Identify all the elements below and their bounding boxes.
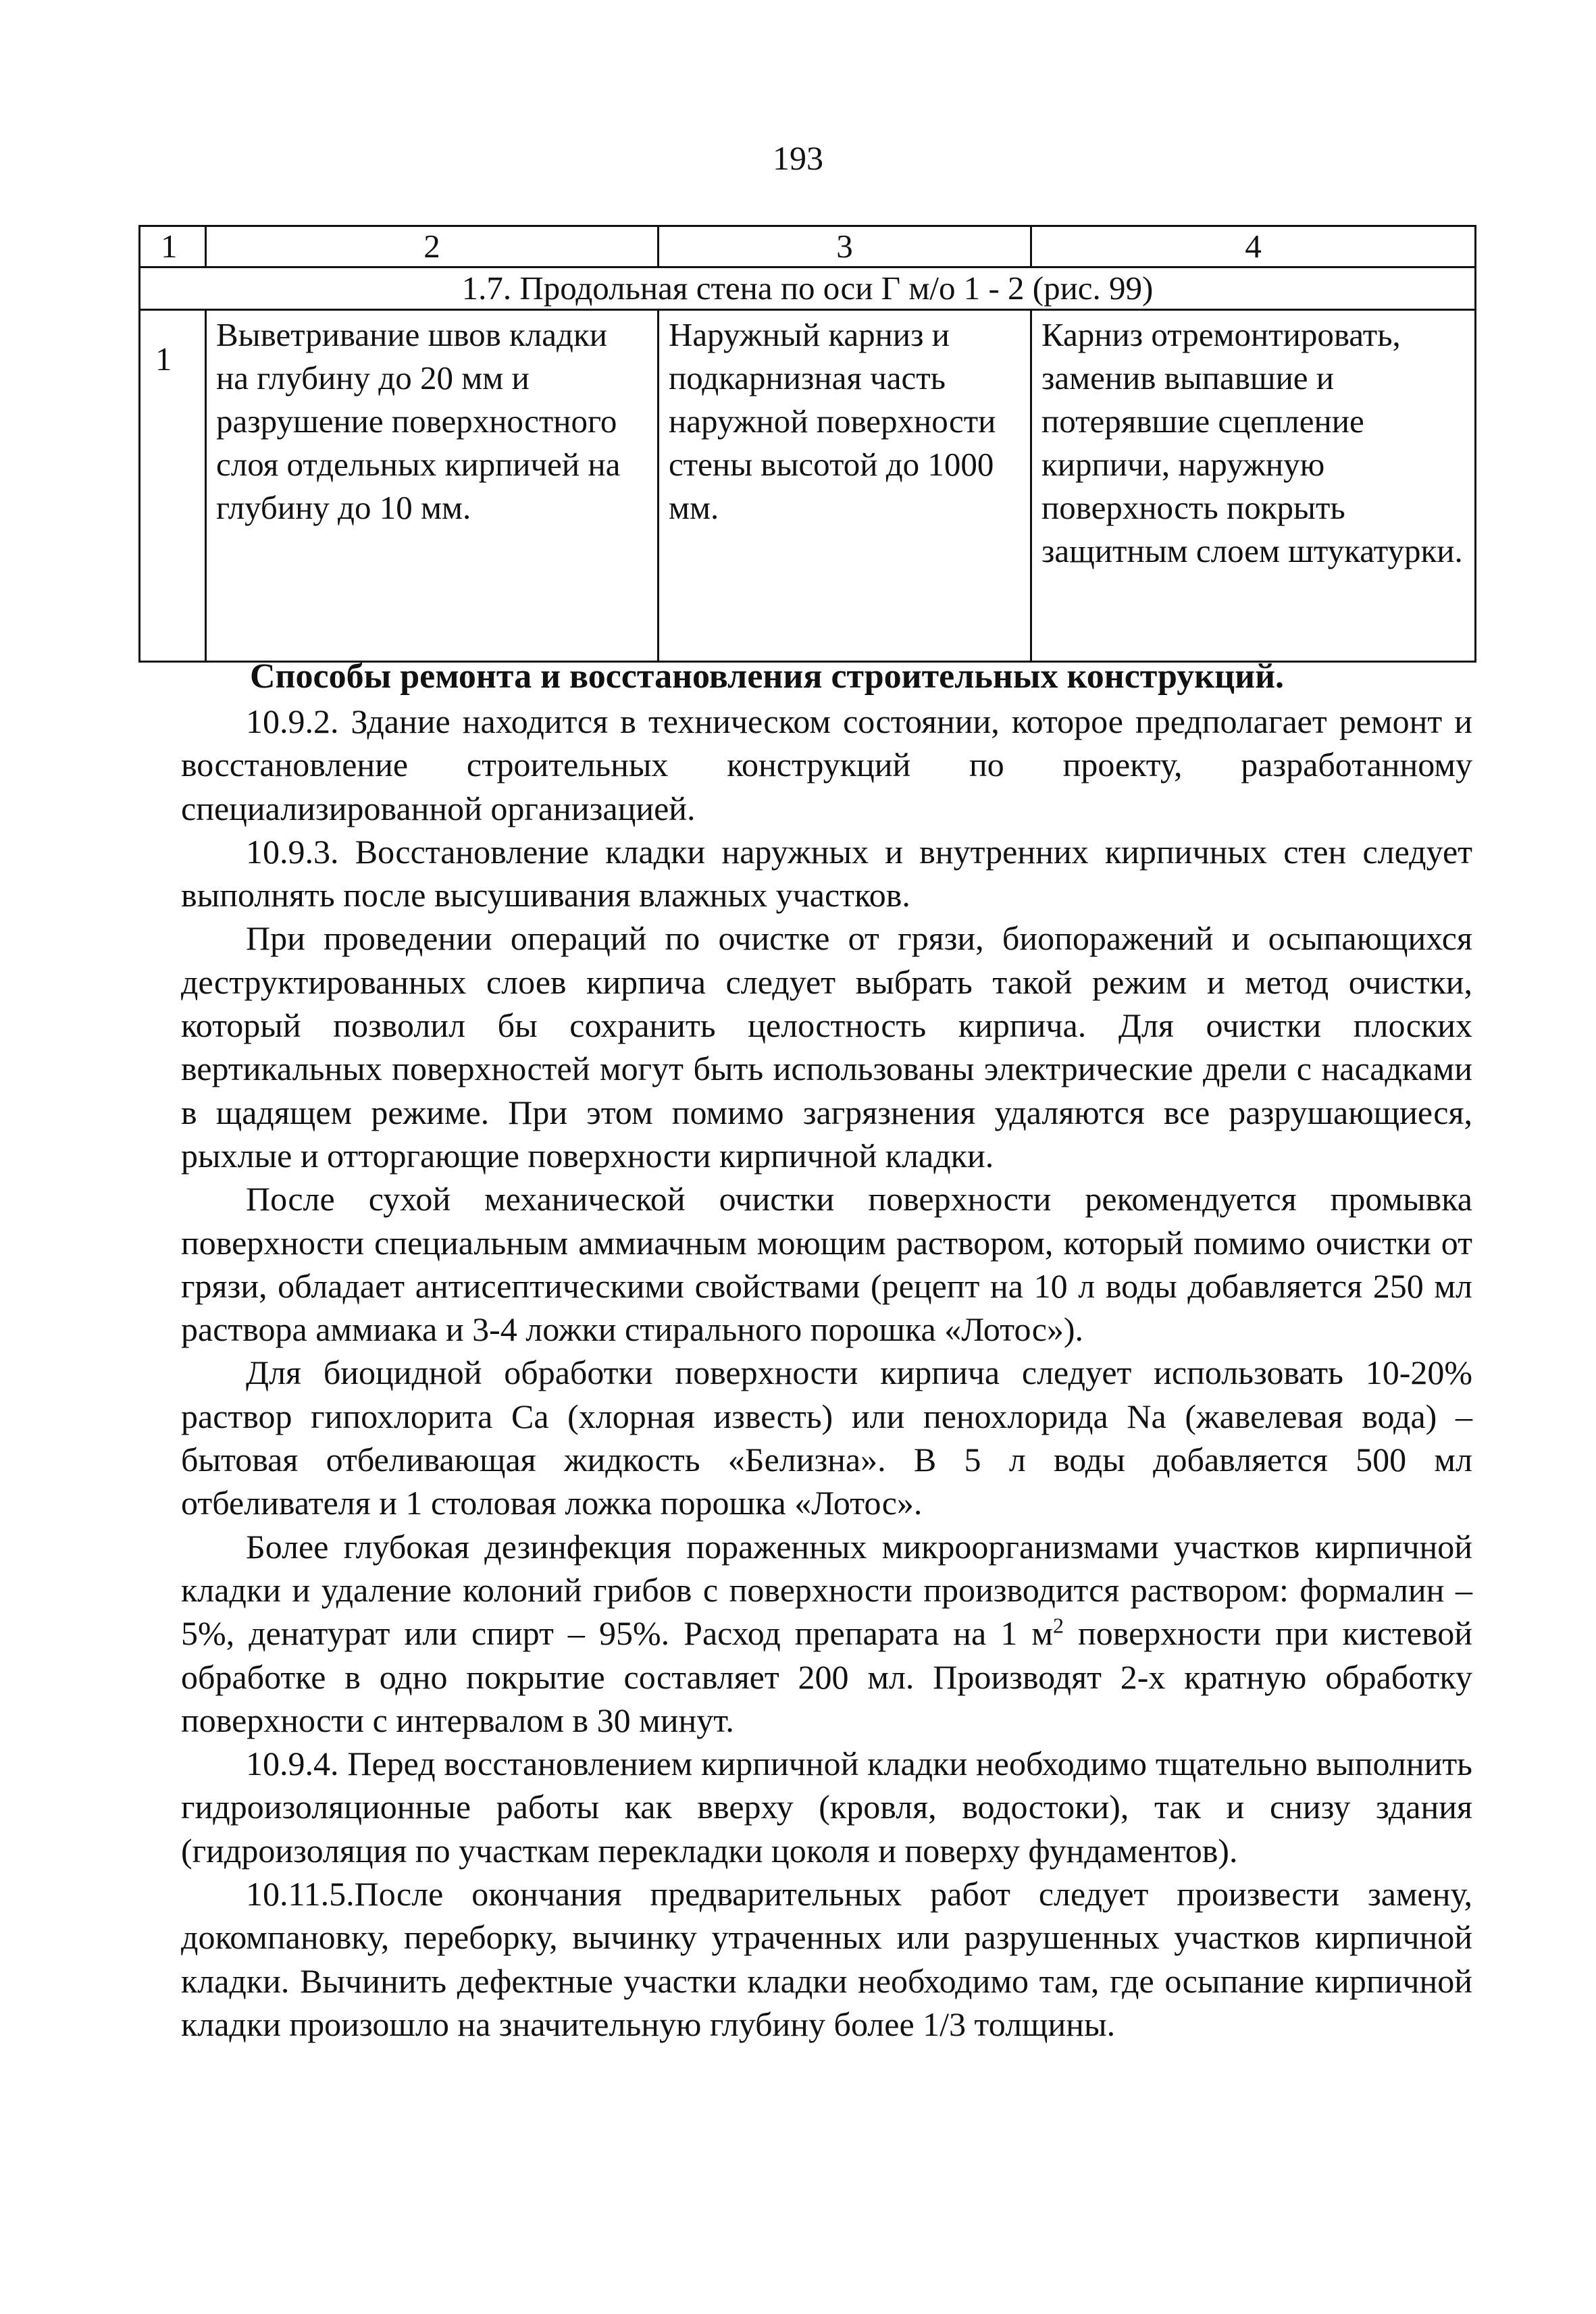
paragraph: После сухой механической очистки поверхности рекомендуется промывка поверхности специальным аммиачным моющим раствором, который помимо очистки от грязи, обладает антисептическими свойствами (рецепт на 10 л воды добавляется 250 мл раствора аммиака и 3-4 ложки стирального порошка «Лотос»).: [181, 1180, 1472, 1349]
table-header-cell: 1: [140, 226, 206, 267]
defect-table: [138, 225, 1476, 663]
table-row: [140, 310, 1476, 662]
section-heading: Способы ремонта и восстановления строительных конструкций.: [250, 657, 1285, 696]
superscript: 2: [1052, 1613, 1064, 1638]
paragraph: 10.9.4. Перед восстановлением кирпичной кладки необходимо тщательно выполнить гидроизоляционные работы как вверху (кровля, водостоки), так и снизу здания (гидроизоляция по участкам перекладки цоколя и поверху фундаментов).: [181, 1745, 1472, 1870]
table-section-row: [140, 267, 1476, 310]
table-header-cell: 4: [1031, 226, 1476, 267]
paragraph: 10.9.2. Здание находится в техническом состоянии, которое предполагает ремонт и восстановление строительных конструкций по проекту, разработанному специализированной организацией.: [181, 702, 1472, 827]
paragraph: Для биоцидной обработки поверхности кирпича следует использовать 10-20% раствор гипохлорита Са (хлорная известь) или пенохлорида Na (жавелевая вода) – бытовая отбеливающая жидкость «Белизна». В 5 л воды добавляется 500 мл отбеливателя и 1 столовая ложка порошка «Лотос».: [181, 1354, 1472, 1522]
paragraph-text: поверхности при кистевой обработке в одно покрытие составляет 200 мл. Производят 2-х кратную обработку поверхности с интервалом в 30 минут.: [181, 1614, 1472, 1739]
table-header-cell: 2: [206, 226, 659, 267]
table-cell-location: Наружный карниз и подкарнизная часть наружной поверхности стены высотой до 1000 мм.: [659, 310, 1031, 662]
paragraph: 10.11.5.После окончания предварительных работ следует произвести замену, докомпановку, переборку, вычинку утраченных или разрушенных участков кирпичной кладки. Вычинить дефектные участки кладки необходимо там, где осыпание кирпичной кладки произошло на значительную глубину более 1/3 толщины.: [181, 1875, 1472, 2043]
page-number: 193: [773, 139, 823, 177]
paragraph: 10.9.3. Восстановление кладки наружных и внутренних кирпичных стен следует выполнять после высушивания влажных участков.: [181, 832, 1472, 915]
table-cell-defect: Выветривание швов кладки на глубину до 20 мм и разрушение поверхностного слоя отдельных кирпичей на глубину до 10 мм.: [206, 310, 659, 662]
body-text: [181, 700, 1472, 2046]
table-cell-measure: Карниз отремонтировать, заменив выпавшие и потерявшие сцепление кирпичи, наружную поверхность покрыть защитным слоем штукатурки.: [1031, 310, 1476, 662]
table-header-cell: 3: [659, 226, 1031, 267]
paragraph-text: Более глубокая дезинфекция пораженных микроорганизмами участков кирпичной кладки и удаление колоний грибов с поверхности производится раствором: формалин – 5%, денатурат или спирт – 95%. Расход препарата на 1 м: [181, 1527, 1472, 1653]
table-section-title: 1.7. Продольная стена по оси Г м/о 1 - 2 (рис. 99): [140, 267, 1476, 310]
paragraph: При проведении операций по очистке от грязи, биопоражений и осыпающихся деструктированных слоев кирпича следует выбрать такой режим и метод очистки, который позволил бы сохранить целостность кирпича. Для очистки плоских вертикальных поверхностей могут быть использованы электрические дрели с насадками в щадящем режиме. При этом помимо загрязнения удаляются все разрушающиеся, рыхлые и отторгающие поверхности кирпичной кладки.: [181, 919, 1472, 1175]
paragraph: [181, 1525, 1472, 1742]
table-cell-number: 1: [140, 310, 206, 662]
table-header-row: [140, 226, 1476, 267]
